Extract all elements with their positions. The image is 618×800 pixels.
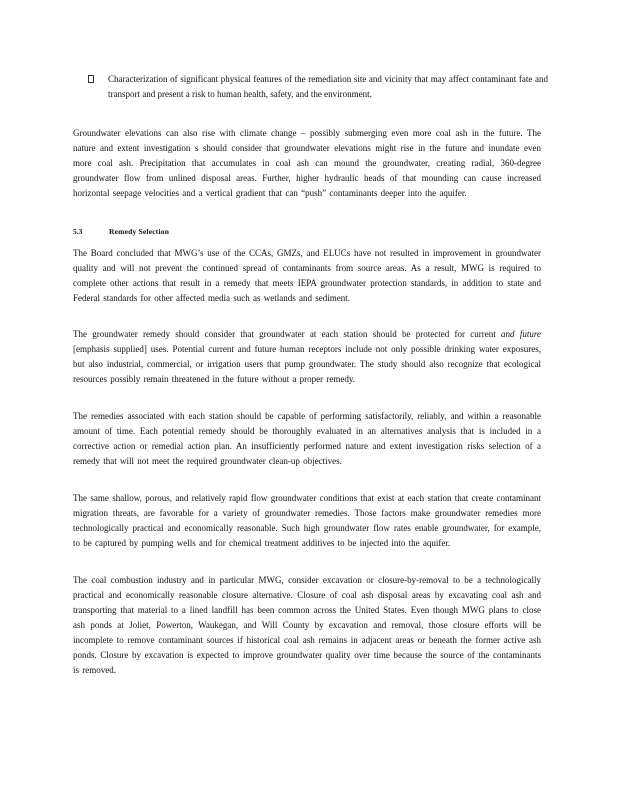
paragraph-shallow-porous <box>73 491 541 551</box>
paragraph-text: Groundwater elevations can also rise with climate change – possibly submerging even more coal ash in the future. The nature and extent investigation s should consider that groundwater elevations might rise in the future and inundate even more coal ash. Precipitation that accumulates in coal ash can mound the groundwater, creating radial, 360-degree groundwater flow from unlined disposal areas. Further, higher hydraulic heads of that mounding can cause increased horizontal seepage velocities and a vertical gradient that can “push” contaminants deeper into the aquifer. <box>73 128 541 198</box>
paragraph-text: The same shallow, porous, and relatively rapid flow groundwater conditions that exist at each station that create contaminant migration threats, are favorable for a variety of groundwater remedies. Those factors make groundwater remedies more technologically practical and economically reasonable. Such high groundwater flow rates enable groundwater, for example, to be captured by pumping wells and for chemical treatment additives to be injected into the aquifer. <box>73 493 541 548</box>
paragraph-text-part: The groundwater remedy should consider that groundwater at each station should be protected for current <box>73 329 502 339</box>
paragraph-coal-combustion <box>73 573 541 678</box>
section-heading <box>73 224 373 239</box>
paragraph-remedies-associated <box>73 409 541 469</box>
paragraph-board-concluded <box>73 246 541 306</box>
paragraph-text: The remedies associated with each station should be capable of performing satisfactorily, reliably, and within a reasonable amount of time. Each potential remedy should be thoroughly evaluated in an alternatives analysis that is included in a corrective action or remedial action plan. An insufficiently performed nature and extent investigation risks selection of a remedy that will not meet the required groundwater clean-up objectives. <box>73 411 541 466</box>
section-number: 5.3 <box>73 227 83 236</box>
paragraph-text-part: [emphasis supplied] uses. Potential current and future human receptors include not only possible drinking water exposures, but also industrial, commercial, or irrigation users that pump groundwater. The study should also recognize that ecological resources possibly remain threatened in the future without a proper remedy. <box>73 344 541 384</box>
paragraph-text <box>73 327 541 387</box>
paragraph-groundwater-remedy <box>73 327 541 387</box>
bullet-text: Characterization of significant physical features of the remediation site and vicinity that may affect contaminant fate and transport and present a risk to human health, safety, and the environment. <box>108 74 548 99</box>
paragraph-text: The Board concluded that MWG’s use of the CCAs, GMZs, and ELUCs have not resulted in improvement in groundwater quality and will not prevent the continued spread of contaminants from source areas. As a result, MWG is required to complete other actions that result in a remedy that meets IEPA groundwater protection standards, in addition to state and Federal standards for other affected media such as wetlands and sediment. <box>73 248 541 303</box>
section-title: Remedy Selection <box>109 227 170 236</box>
paragraph-groundwater-elevations <box>73 126 541 201</box>
square-bullet-icon <box>88 75 94 83</box>
paragraph-text: The coal combustion industry and in particular MWG, consider excavation or closure-by-removal to be a technologically practical and economically reasonable closure alternative. Closure of coal ash disposal areas by excavating coal ash and transporting that material to a lined landfill has been common across the United States. Even though MWG plans to close ash ponds at Joliet, Powerton, Waukegan, and Will County by excavation and removal, those closure efforts will be incomplete to remove contaminant sources if historical coal ash remains in adjacent areas or beneath the former active ash ponds. Closure by excavation is expected to improve groundwater quality over time because the source of the contaminants is removed. <box>73 575 541 675</box>
emphasized-text: and future <box>501 329 541 339</box>
